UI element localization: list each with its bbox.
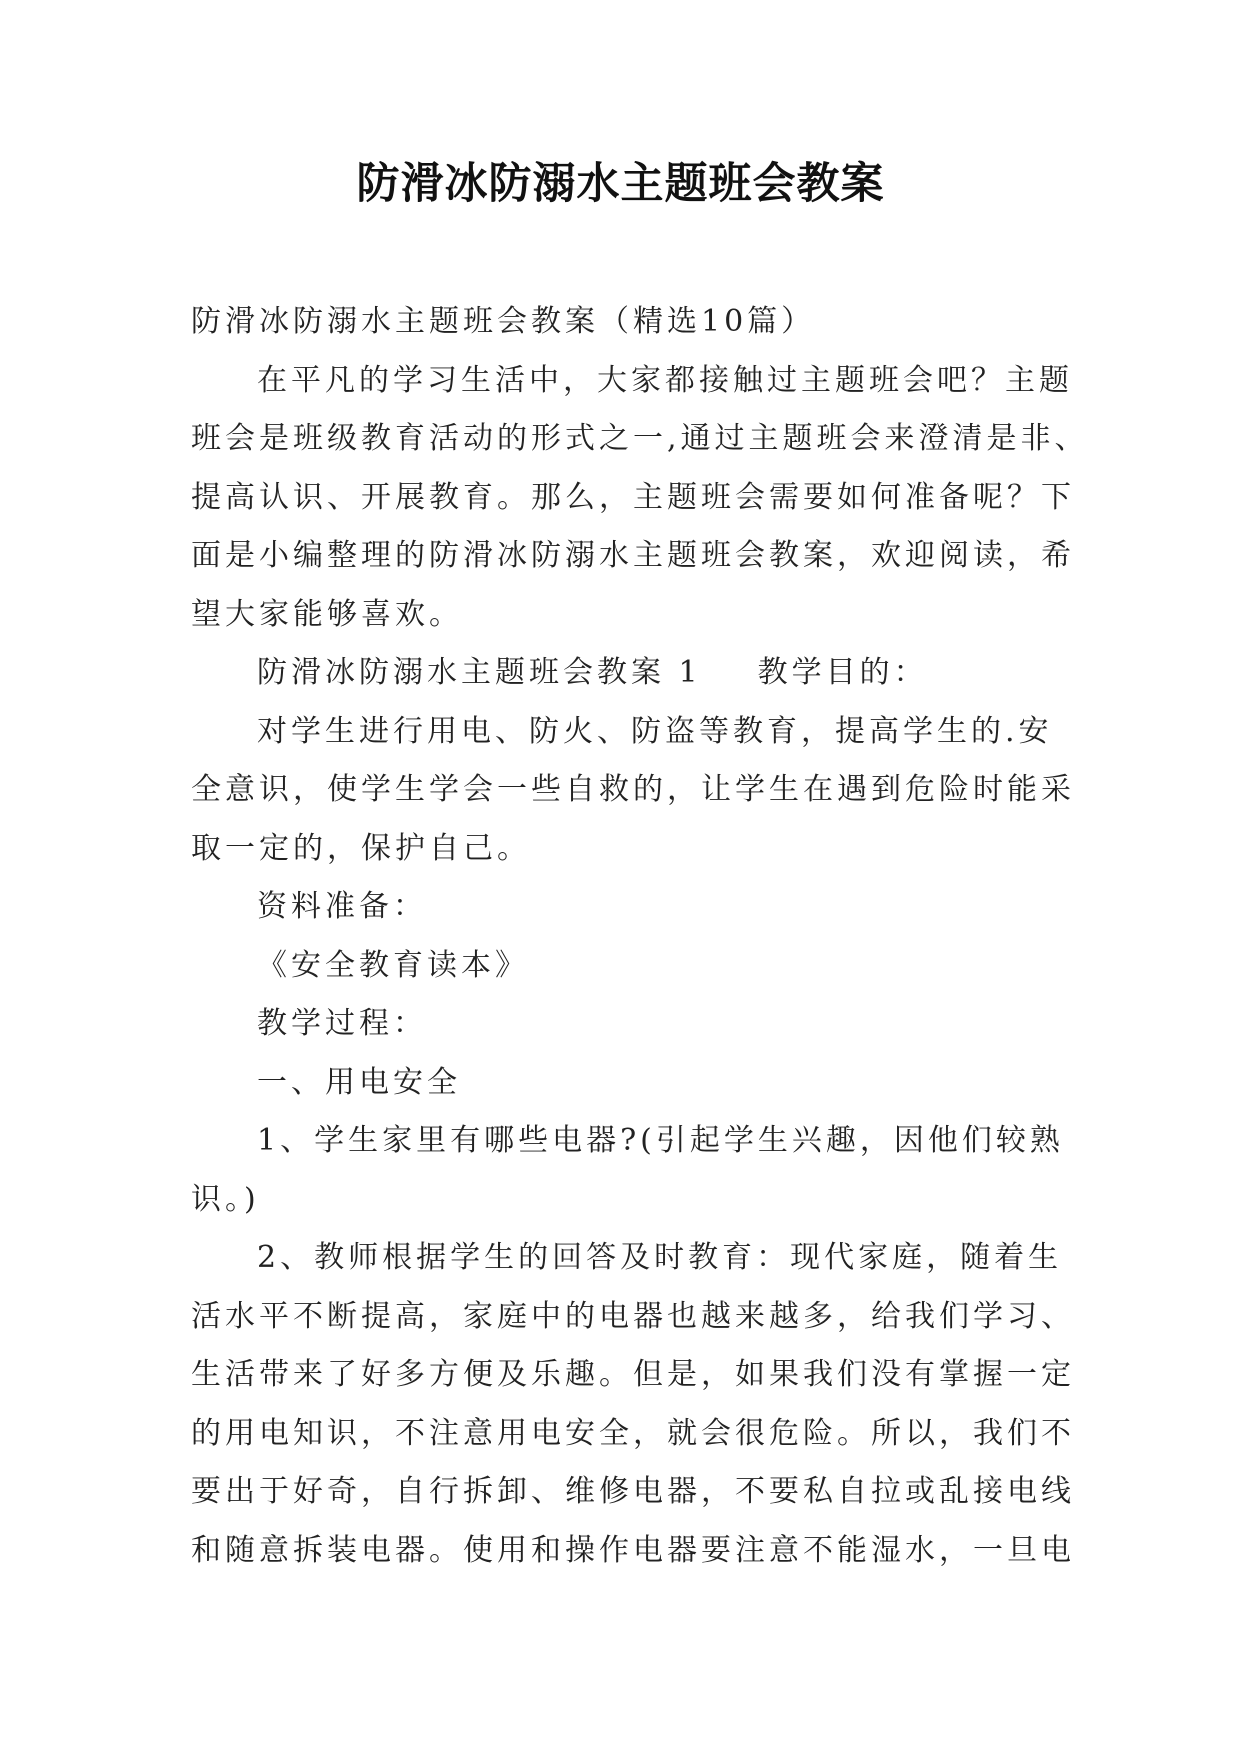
intro-line-4: 面是小编整理的防滑冰防溺水主题班会教案，欢迎阅读，希 bbox=[191, 538, 1075, 573]
item2-line-3: 生活带来了好多方便及乐趣。但是，如果我们没有掌握一定 bbox=[191, 1357, 1075, 1392]
materials-label: 资料准备： bbox=[257, 889, 427, 924]
materials-item: 《安全教育读本》 bbox=[257, 947, 529, 983]
section-subheading: 教学目的： bbox=[757, 655, 928, 690]
item2-line-4: 的用电知识，不注意用电安全，就会很危险。所以，我们不 bbox=[191, 1415, 1075, 1451]
item2-line-2: 活水平不断提高，家庭中的电器也越来越多，给我们学习、 bbox=[191, 1298, 1075, 1334]
item1-line-1: 1、学生家里有哪些电器?(引起学生兴趣，因他们较熟 bbox=[257, 1123, 1064, 1158]
section-heading: 防滑冰防溺水主题班会教案 1 bbox=[257, 655, 702, 690]
document-title: 防滑冰防溺水主题班会教案 bbox=[356, 159, 885, 209]
intro-line-5: 望大家能够喜欢。 bbox=[191, 596, 463, 632]
goal-line-2: 全意识，使学生学会一些自救的，让学生在遇到危险时能采 bbox=[191, 772, 1075, 807]
document-body bbox=[191, 293, 1089, 1580]
section-heading-line bbox=[191, 644, 1071, 703]
item2-line-1: 2、教师根据学生的回答及时教育：现代家庭，随着生 bbox=[257, 1240, 1063, 1275]
part-one-heading: 一、用电安全 bbox=[257, 1064, 461, 1100]
intro-line-2: 班会是班级教育活动的形式之一,通过主题班会来澄清是非、 bbox=[191, 421, 1089, 456]
item1-line-2: 识。) bbox=[191, 1181, 260, 1217]
intro-line-3: 提高认识、开展教育。那么，主题班会需要如何准备呢？下 bbox=[191, 479, 1075, 515]
item2-line-5: 要出于好奇，自行拆卸、维修电器，不要私自拉或乱接电线 bbox=[191, 1474, 1075, 1509]
goal-line-1: 对学生进行用电、防火、防盗等教育，提高学生的.安 bbox=[257, 713, 1053, 749]
item2-line-6: 和随意拆装电器。使用和操作电器要注意不能湿水，一旦电 bbox=[191, 1532, 1075, 1568]
goal-line-3: 取一定的，保护自己。 bbox=[191, 830, 531, 866]
subtitle-line: 防滑冰防溺水主题班会教案（精选10篇） bbox=[191, 304, 816, 339]
process-label: 教学过程： bbox=[257, 1006, 427, 1041]
intro-line-1: 在平凡的学习生活中，大家都接触过主题班会吧？主题 bbox=[257, 362, 1073, 398]
